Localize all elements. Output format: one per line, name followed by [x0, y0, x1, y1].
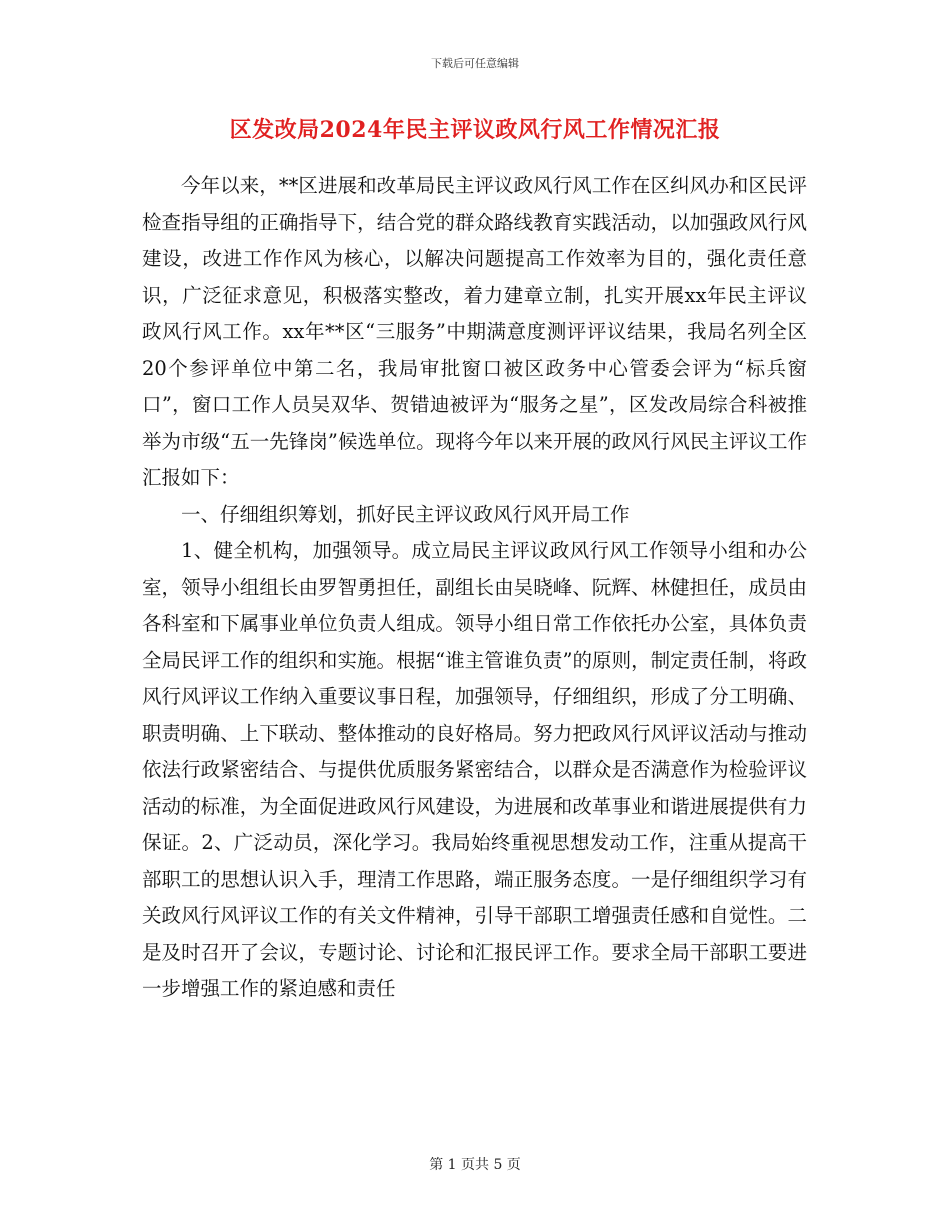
paragraph-intro: 今年以来，**区进展和改革局民主评议政风行风工作在区纠风办和区民评检查指导组的正确指导下，结合党的群众路线教育实践活动，以加强政风行风建设，改进工作作风为核心，以解决问题提高工作效率为目的，强化责任意识，广泛征求意见，积极落实整改，着力建章立制，扎实开展xx年民主评议政风行风工作。xx年**区“三服务”中期满意度测评评议结果，我局名列全区20个参评单位中第二名，我局审批窗口被区政务中心管委会评为“标兵窗口”，窗口工作人员吴双华、贺错迪被评为“服务之星”，区发改局综合科被推举为市级“五一先锋岗”候选单位。现将今年以来开展的政风行风民主评议工作汇报如下：	[142, 174, 807, 489]
page-footer: 第 1 页共 5 页	[429, 1157, 521, 1173]
document-body	[142, 168, 807, 1008]
document-title: 区发改局2024年民主评议政风行风工作情况汇报	[229, 117, 721, 143]
header-note: 下载后可任意编辑	[431, 57, 519, 70]
section-heading-1: 一、仔细组织筹划，抓好民主评议政风行风开局工作	[181, 502, 630, 526]
paragraph-section-1: 1、健全机构，加强领导。成立局民主评议政风行风工作领导小组和办公室，领导小组组长由罗智勇担任，副组长由吴晓峰、阮辉、林健担任，成员由各科室和下属事业单位负责人组成。领导小组日常工作依托办公室，具体负责全局民评工作的组织和实施。根据“谁主管谁负责”的原则，制定责任制，将政风行风评议工作纳入重要议事日程，加强领导，仔细组织，形成了分工明确、职责明确、上下联动、整体推动的良好格局。努力把政风行风评议活动与推动依法行政紧密结合、与提供优质服务紧密结合，以群众是否满意作为检验评议活动的标准，为全面促进政风行风建设，为进展和改革事业和谐进展提供有力保证。2、广泛动员，深化学习。我局始终重视思想发动工作，注重从提高干部职工的思想认识入手，理清工作思路，端正服务态度。一是仔细组织学习有关政风行风评议工作的有关文件精神，引导干部职工增强责任感和自觉性。二是及时召开了会议，专题讨论、讨论和汇报民评工作。要求全局干部职工要进一步增强工作的紧迫感和责任	[142, 539, 807, 1000]
